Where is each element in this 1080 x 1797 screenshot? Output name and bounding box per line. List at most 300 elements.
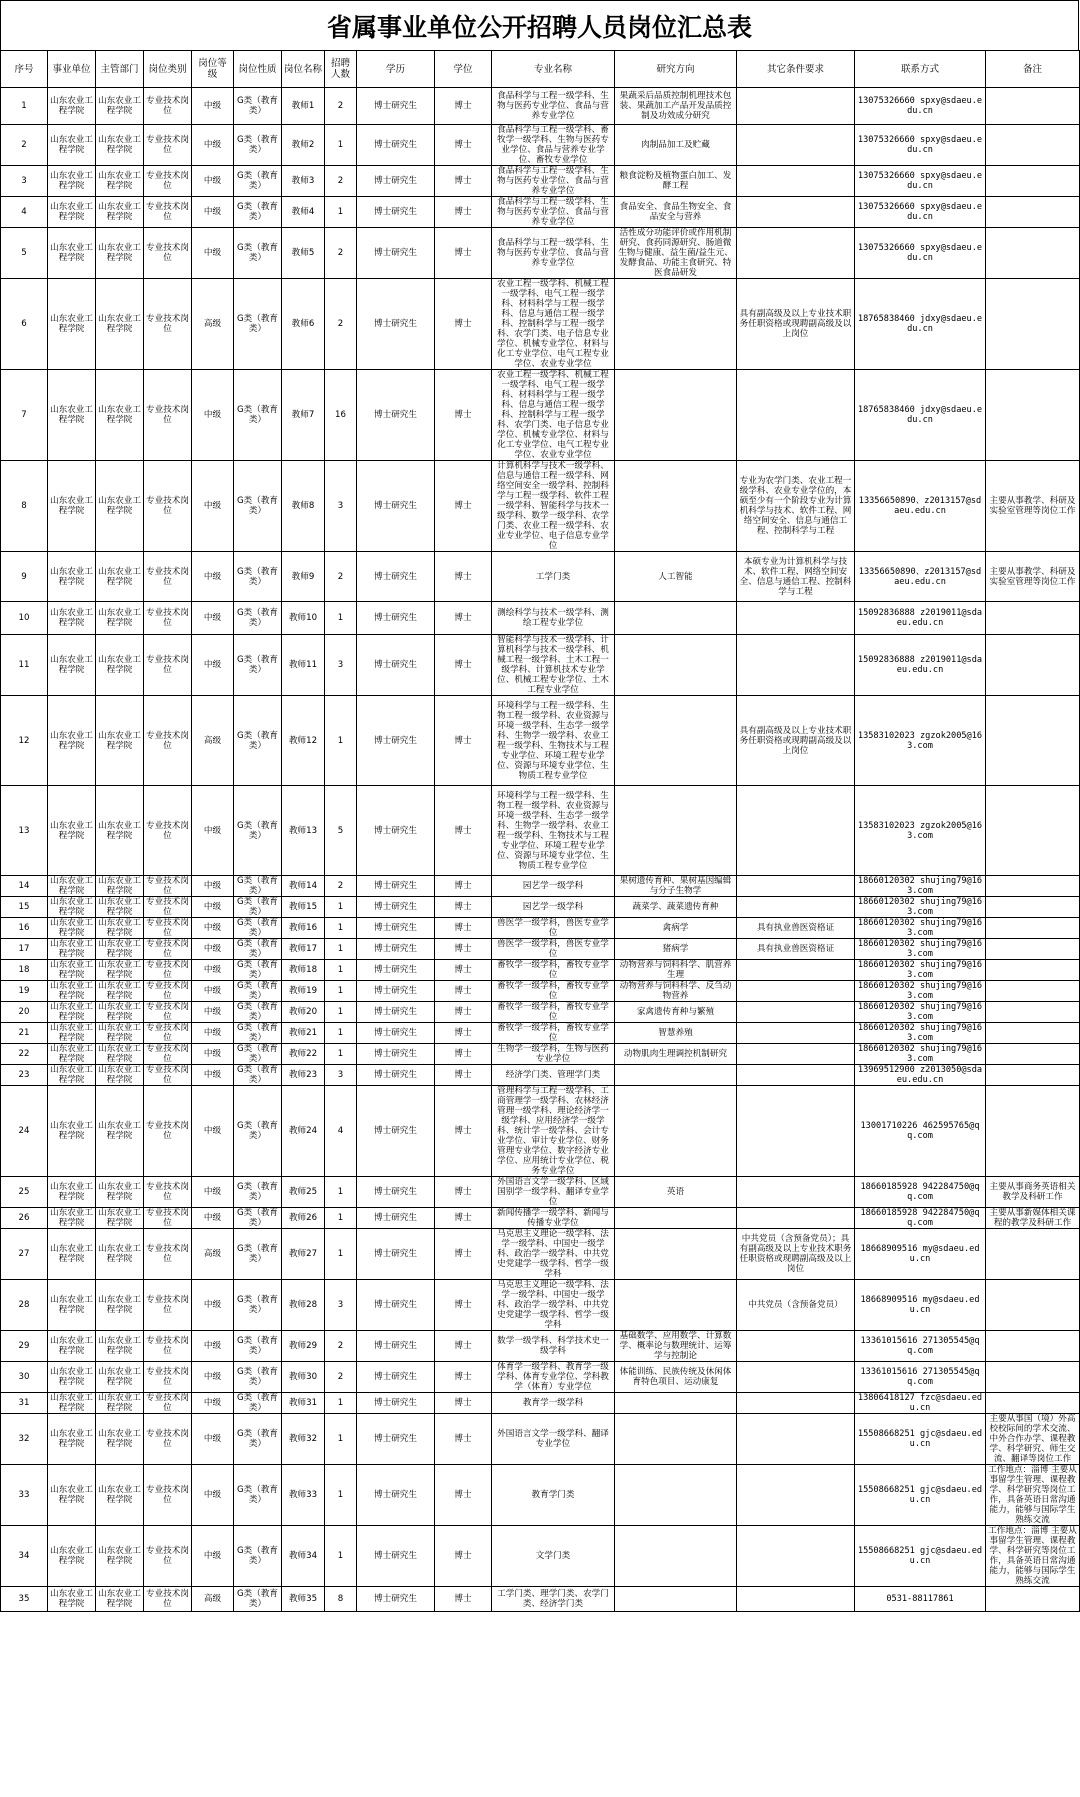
cell-contact: 18660120302 shujing79@163.com <box>855 1023 986 1044</box>
cell-other-requirements <box>737 1414 855 1465</box>
cell-note <box>986 918 1080 939</box>
cell-research: 粮食淀粉及植物蛋白加工、发酵工程 <box>615 166 737 197</box>
cell-no: 26 <box>1 1208 48 1229</box>
cell-category: 专业技术岗位 <box>144 552 192 602</box>
cell-dept: 山东农业工程学院 <box>96 125 144 166</box>
cell-unit: 山东农业工程学院 <box>48 981 96 1002</box>
cell-research: 动物营养与饲料科学、肌营养生理 <box>615 960 737 981</box>
cell-major: 智能科学与技术一级学科、计算机科学与技术一级学科、机械工程一级学科、土木工程一级学科、计算机技术专业学位、机械工程专业学位、土木工程专业学位 <box>492 635 615 696</box>
cell-major: 新闻传播学一级学科、新闻与传播专业学位 <box>492 1208 615 1229</box>
cell-unit: 山东农业工程学院 <box>48 1023 96 1044</box>
cell-degree: 博士 <box>435 1086 492 1177</box>
cell-major: 畜牧学一级学科，畜牧专业学位 <box>492 981 615 1002</box>
cell-education: 博士研究生 <box>357 1002 435 1023</box>
cell-level: 中级 <box>192 635 234 696</box>
cell-count: 4 <box>325 1086 357 1177</box>
table-row <box>1 696 1080 786</box>
cell-post: 教师32 <box>282 1414 325 1465</box>
cell-unit: 山东农业工程学院 <box>48 1362 96 1393</box>
cell-note <box>986 602 1080 635</box>
cell-dept: 山东农业工程学院 <box>96 897 144 918</box>
cell-note <box>986 635 1080 696</box>
cell-degree: 博士 <box>435 1044 492 1065</box>
cell-count: 2 <box>325 279 357 370</box>
cell-degree: 博士 <box>435 897 492 918</box>
cell-category: 专业技术岗位 <box>144 602 192 635</box>
header-cell: 岗位类别 <box>144 51 192 88</box>
cell-research: 动物肌肉生理调控机制研究 <box>615 1044 737 1065</box>
cell-no: 14 <box>1 876 48 897</box>
cell-education: 博士研究生 <box>357 1526 435 1587</box>
cell-nature: G类（教育类） <box>234 897 282 918</box>
cell-nature: G类（教育类） <box>234 939 282 960</box>
cell-post: 教师4 <box>282 197 325 228</box>
cell-other-requirements: 本硕专业为计算机科学与技术、软件工程、网络空间安全、信息与通信工程、控制科学与工程 <box>737 552 855 602</box>
cell-category: 专业技术岗位 <box>144 279 192 370</box>
cell-nature: G类（教育类） <box>234 552 282 602</box>
cell-count: 1 <box>325 1526 357 1587</box>
cell-education: 博士研究生 <box>357 1086 435 1177</box>
cell-education: 博士研究生 <box>357 461 435 552</box>
cell-unit: 山东农业工程学院 <box>48 1465 96 1526</box>
cell-no: 4 <box>1 197 48 228</box>
cell-note <box>986 1362 1080 1393</box>
cell-unit: 山东农业工程学院 <box>48 1002 96 1023</box>
cell-contact: 18660120302 shujing79@163.com <box>855 960 986 981</box>
cell-nature: G类（教育类） <box>234 461 282 552</box>
cell-unit: 山东农业工程学院 <box>48 552 96 602</box>
cell-education: 博士研究生 <box>357 1023 435 1044</box>
cell-nature: G类（教育类） <box>234 1177 282 1208</box>
table-row <box>1 125 1080 166</box>
table-row <box>1 1587 1080 1612</box>
cell-contact: 13075326660 spxy@sdaeu.edu.cn <box>855 125 986 166</box>
cell-degree: 博士 <box>435 1331 492 1362</box>
cell-no: 6 <box>1 279 48 370</box>
cell-research: 果树遗传育种、果树基因编辑与分子生物学 <box>615 876 737 897</box>
cell-count: 2 <box>325 1331 357 1362</box>
table-row <box>1 1393 1080 1414</box>
cell-dept: 山东农业工程学院 <box>96 1002 144 1023</box>
cell-unit: 山东农业工程学院 <box>48 1587 96 1612</box>
table-row <box>1 786 1080 876</box>
table-row <box>1 1065 1080 1086</box>
cell-post: 教师2 <box>282 125 325 166</box>
cell-post: 教师9 <box>282 552 325 602</box>
cell-level: 高级 <box>192 696 234 786</box>
cell-level: 中级 <box>192 876 234 897</box>
header-cell: 专业名称 <box>492 51 615 88</box>
cell-post: 教师16 <box>282 918 325 939</box>
cell-count: 3 <box>325 1065 357 1086</box>
cell-contact: 18660185928 942284750@qq.com <box>855 1208 986 1229</box>
table-row <box>1 279 1080 370</box>
cell-level: 中级 <box>192 552 234 602</box>
header-cell: 主管部门 <box>96 51 144 88</box>
table-title: 省属事业单位公开招聘人员岗位汇总表 <box>0 0 1079 50</box>
cell-degree: 博士 <box>435 552 492 602</box>
cell-unit: 山东农业工程学院 <box>48 1526 96 1587</box>
cell-dept: 山东农业工程学院 <box>96 228 144 279</box>
cell-nature: G类（教育类） <box>234 1587 282 1612</box>
cell-major: 生物学一级学科，生物与医药专业学位 <box>492 1044 615 1065</box>
cell-unit: 山东农业工程学院 <box>48 88 96 125</box>
table-row <box>1 166 1080 197</box>
cell-contact: 13001710226 462595765@qq.com <box>855 1086 986 1177</box>
cell-level: 中级 <box>192 88 234 125</box>
table-row <box>1 1023 1080 1044</box>
cell-contact: 13583102023 zgzok2005@163.com <box>855 696 986 786</box>
cell-no: 5 <box>1 228 48 279</box>
cell-other-requirements <box>737 197 855 228</box>
cell-nature: G类（教育类） <box>234 696 282 786</box>
cell-level: 中级 <box>192 197 234 228</box>
cell-category: 专业技术岗位 <box>144 1393 192 1414</box>
cell-note <box>986 897 1080 918</box>
cell-unit: 山东农业工程学院 <box>48 696 96 786</box>
cell-contact: 15092836888 z2019011@sdaeu.edu.cn <box>855 635 986 696</box>
cell-no: 31 <box>1 1393 48 1414</box>
cell-research: 人工智能 <box>615 552 737 602</box>
cell-count: 1 <box>325 1002 357 1023</box>
cell-research <box>615 1587 737 1612</box>
cell-research <box>615 461 737 552</box>
cell-nature: G类（教育类） <box>234 918 282 939</box>
table-row <box>1 918 1080 939</box>
cell-note: 主要从事教学、科研及实验室管理等岗位工作 <box>986 461 1080 552</box>
positions-table <box>0 50 1080 1612</box>
cell-unit: 山东农业工程学院 <box>48 960 96 981</box>
cell-unit: 山东农业工程学院 <box>48 876 96 897</box>
cell-dept: 山东农业工程学院 <box>96 981 144 1002</box>
cell-degree: 博士 <box>435 1023 492 1044</box>
cell-dept: 山东农业工程学院 <box>96 88 144 125</box>
table-row <box>1 876 1080 897</box>
cell-count: 1 <box>325 981 357 1002</box>
cell-category: 专业技术岗位 <box>144 1208 192 1229</box>
cell-research: 蔬菜学、蔬菜遗传育种 <box>615 897 737 918</box>
cell-no: 11 <box>1 635 48 696</box>
cell-category: 专业技术岗位 <box>144 1044 192 1065</box>
cell-post: 教师34 <box>282 1526 325 1587</box>
cell-other-requirements <box>737 786 855 876</box>
cell-level: 中级 <box>192 1002 234 1023</box>
cell-post: 教师12 <box>282 696 325 786</box>
cell-post: 教师33 <box>282 1465 325 1526</box>
cell-major: 外国语言文学一级学科、翻译专业学位 <box>492 1414 615 1465</box>
cell-dept: 山东农业工程学院 <box>96 1023 144 1044</box>
cell-dept: 山东农业工程学院 <box>96 1065 144 1086</box>
cell-degree: 博士 <box>435 1414 492 1465</box>
cell-degree: 博士 <box>435 88 492 125</box>
cell-major: 工学门类、理学门类、农学门类、经济学门类 <box>492 1587 615 1612</box>
cell-nature: G类（教育类） <box>234 166 282 197</box>
cell-note <box>986 1587 1080 1612</box>
cell-degree: 博士 <box>435 981 492 1002</box>
cell-nature: G类（教育类） <box>234 1331 282 1362</box>
cell-other-requirements <box>737 897 855 918</box>
cell-unit: 山东农业工程学院 <box>48 786 96 876</box>
cell-level: 中级 <box>192 786 234 876</box>
cell-count: 8 <box>325 1587 357 1612</box>
cell-research: 禽病学 <box>615 918 737 939</box>
cell-research <box>615 1086 737 1177</box>
cell-no: 28 <box>1 1280 48 1331</box>
cell-level: 中级 <box>192 1065 234 1086</box>
cell-note: 主要从事新媒体相关课程的教学及科研工作 <box>986 1208 1080 1229</box>
cell-level: 中级 <box>192 166 234 197</box>
header-cell: 联系方式 <box>855 51 986 88</box>
cell-category: 专业技术岗位 <box>144 1465 192 1526</box>
cell-no: 30 <box>1 1362 48 1393</box>
cell-research: 肉制品加工及贮藏 <box>615 125 737 166</box>
cell-research: 果蔬采后品质控制机理技术包装、果蔬加工产品开发品质控制及功效成分研究 <box>615 88 737 125</box>
cell-no: 9 <box>1 552 48 602</box>
cell-no: 35 <box>1 1587 48 1612</box>
cell-count: 3 <box>325 1280 357 1331</box>
cell-education: 博士研究生 <box>357 960 435 981</box>
cell-note: 工作地点：淄博 主要从事留学生管理、课程教学、科学研究等岗位工作，具备英语日常沟通能力，能够与国际学生熟练交流 <box>986 1465 1080 1526</box>
table-row <box>1 1229 1080 1280</box>
cell-research <box>615 1526 737 1587</box>
cell-category: 专业技术岗位 <box>144 918 192 939</box>
cell-post: 教师3 <box>282 166 325 197</box>
cell-education: 博士研究生 <box>357 125 435 166</box>
cell-degree: 博士 <box>435 602 492 635</box>
cell-category: 专业技术岗位 <box>144 876 192 897</box>
cell-major: 食品科学与工程一级学科、畜牧学一级学科、生物与医药专业学位、食品与营养专业学位、畜牧专业学位 <box>492 125 615 166</box>
cell-other-requirements <box>737 981 855 1002</box>
cell-research <box>615 602 737 635</box>
header-cell: 岗位名称 <box>282 51 325 88</box>
cell-other-requirements <box>737 1587 855 1612</box>
cell-category: 专业技术岗位 <box>144 635 192 696</box>
cell-contact: 18660120302 shujing79@163.com <box>855 876 986 897</box>
cell-dept: 山东农业工程学院 <box>96 552 144 602</box>
cell-category: 专业技术岗位 <box>144 125 192 166</box>
cell-nature: G类（教育类） <box>234 981 282 1002</box>
cell-major: 畜牧学一级学科，畜牧专业学位 <box>492 1002 615 1023</box>
cell-post: 教师25 <box>282 1177 325 1208</box>
cell-unit: 山东农业工程学院 <box>48 279 96 370</box>
cell-category: 专业技术岗位 <box>144 166 192 197</box>
cell-contact: 13075326660 spxy@sdaeu.edu.cn <box>855 197 986 228</box>
cell-other-requirements <box>737 1208 855 1229</box>
cell-research <box>615 279 737 370</box>
cell-nature: G类（教育类） <box>234 1465 282 1526</box>
cell-unit: 山东农业工程学院 <box>48 918 96 939</box>
cell-other-requirements <box>737 602 855 635</box>
cell-dept: 山东农业工程学院 <box>96 1044 144 1065</box>
cell-no: 33 <box>1 1465 48 1526</box>
cell-post: 教师28 <box>282 1280 325 1331</box>
cell-dept: 山东农业工程学院 <box>96 1465 144 1526</box>
cell-category: 专业技术岗位 <box>144 696 192 786</box>
cell-other-requirements: 具有执业兽医资格证 <box>737 939 855 960</box>
cell-research <box>615 1208 737 1229</box>
cell-level: 中级 <box>192 602 234 635</box>
cell-research: 猪病学 <box>615 939 737 960</box>
cell-nature: G类（教育类） <box>234 228 282 279</box>
cell-no: 8 <box>1 461 48 552</box>
cell-level: 中级 <box>192 1023 234 1044</box>
cell-other-requirements: 专业为农学门类、农业工程一级学科、农业专业学位的，本硕至少有一个阶段专业为计算机科学与技术、软件工程、网络空间安全、信息与通信工程、控制科学与工程 <box>737 461 855 552</box>
table-row <box>1 635 1080 696</box>
header-cell: 备注 <box>986 51 1080 88</box>
cell-level: 高级 <box>192 279 234 370</box>
cell-note <box>986 1393 1080 1414</box>
cell-degree: 博士 <box>435 1465 492 1526</box>
cell-contact: 13583102023 zgzok2005@163.com <box>855 786 986 876</box>
cell-count: 2 <box>325 166 357 197</box>
cell-degree: 博士 <box>435 696 492 786</box>
cell-dept: 山东农业工程学院 <box>96 1177 144 1208</box>
cell-dept: 山东农业工程学院 <box>96 602 144 635</box>
cell-nature: G类（教育类） <box>234 1362 282 1393</box>
cell-degree: 博士 <box>435 1362 492 1393</box>
cell-dept: 山东农业工程学院 <box>96 1229 144 1280</box>
cell-post: 教师31 <box>282 1393 325 1414</box>
cell-unit: 山东农业工程学院 <box>48 1280 96 1331</box>
cell-no: 15 <box>1 897 48 918</box>
header-cell: 学位 <box>435 51 492 88</box>
cell-major: 外国语言文学一级学科、区域国别学一级学科、翻译专业学位 <box>492 1177 615 1208</box>
cell-contact: 13969512900 z2013050@sdaeu.edu.cn <box>855 1065 986 1086</box>
table-row <box>1 1086 1080 1177</box>
cell-count: 1 <box>325 918 357 939</box>
cell-category: 专业技术岗位 <box>144 1414 192 1465</box>
cell-count: 1 <box>325 897 357 918</box>
cell-category: 专业技术岗位 <box>144 88 192 125</box>
cell-category: 专业技术岗位 <box>144 1526 192 1587</box>
table-row <box>1 1465 1080 1526</box>
cell-level: 中级 <box>192 1044 234 1065</box>
cell-level: 中级 <box>192 1465 234 1526</box>
cell-level: 中级 <box>192 1177 234 1208</box>
cell-note <box>986 125 1080 166</box>
cell-contact: 18660120302 shujing79@163.com <box>855 939 986 960</box>
cell-no: 3 <box>1 166 48 197</box>
cell-unit: 山东农业工程学院 <box>48 1331 96 1362</box>
table-row <box>1 1208 1080 1229</box>
table-row <box>1 939 1080 960</box>
cell-contact: 18765838460 jdxy@sdaeu.edu.cn <box>855 279 986 370</box>
cell-degree: 博士 <box>435 228 492 279</box>
cell-note <box>986 1065 1080 1086</box>
cell-no: 2 <box>1 125 48 166</box>
cell-education: 博士研究生 <box>357 1065 435 1086</box>
cell-research <box>615 1465 737 1526</box>
cell-contact: 18668909516 my@sdaeu.edu.cn <box>855 1229 986 1280</box>
table-row <box>1 1526 1080 1587</box>
cell-education: 博士研究生 <box>357 786 435 876</box>
cell-degree: 博士 <box>435 1065 492 1086</box>
cell-major: 体育学一级学科、教育学一级学科、体育专业学位、学科教学（体育）专业学位 <box>492 1362 615 1393</box>
cell-level: 中级 <box>192 981 234 1002</box>
cell-degree: 博士 <box>435 635 492 696</box>
header-cell: 岗位等级 <box>192 51 234 88</box>
cell-category: 专业技术岗位 <box>144 1086 192 1177</box>
cell-post: 教师21 <box>282 1023 325 1044</box>
cell-degree: 博士 <box>435 370 492 461</box>
cell-level: 中级 <box>192 125 234 166</box>
cell-note <box>986 786 1080 876</box>
cell-dept: 山东农业工程学院 <box>96 1280 144 1331</box>
cell-major: 园艺学一级学科 <box>492 876 615 897</box>
cell-other-requirements: 中共党员（含预备党员）；具有副高级及以上专业技术职务任职资格或现聘副高级及以上岗位 <box>737 1229 855 1280</box>
cell-count: 1 <box>325 1414 357 1465</box>
cell-level: 中级 <box>192 1362 234 1393</box>
cell-nature: G类（教育类） <box>234 1208 282 1229</box>
cell-education: 博士研究生 <box>357 88 435 125</box>
cell-no: 19 <box>1 981 48 1002</box>
cell-other-requirements <box>737 1465 855 1526</box>
cell-dept: 山东农业工程学院 <box>96 918 144 939</box>
cell-dept: 山东农业工程学院 <box>96 1086 144 1177</box>
table-row <box>1 552 1080 602</box>
cell-level: 中级 <box>192 370 234 461</box>
cell-unit: 山东农业工程学院 <box>48 197 96 228</box>
cell-count: 1 <box>325 125 357 166</box>
cell-dept: 山东农业工程学院 <box>96 279 144 370</box>
cell-count: 1 <box>325 1208 357 1229</box>
header-cell: 招聘人数 <box>325 51 357 88</box>
cell-category: 专业技术岗位 <box>144 1023 192 1044</box>
cell-contact: 15508668251 gjc@sdaeu.edu.cn <box>855 1526 986 1587</box>
cell-unit: 山东农业工程学院 <box>48 166 96 197</box>
cell-no: 17 <box>1 939 48 960</box>
cell-other-requirements <box>737 1393 855 1414</box>
cell-major: 兽医学一级学科，兽医专业学位 <box>492 918 615 939</box>
cell-category: 专业技术岗位 <box>144 1065 192 1086</box>
cell-education: 博士研究生 <box>357 602 435 635</box>
cell-nature: G类（教育类） <box>234 786 282 876</box>
cell-nature: G类（教育类） <box>234 1229 282 1280</box>
cell-major: 文学门类 <box>492 1526 615 1587</box>
cell-contact: 18660120302 shujing79@163.com <box>855 897 986 918</box>
cell-no: 1 <box>1 88 48 125</box>
cell-research <box>615 786 737 876</box>
cell-note <box>986 1280 1080 1331</box>
cell-category: 专业技术岗位 <box>144 939 192 960</box>
cell-unit: 山东农业工程学院 <box>48 1044 96 1065</box>
cell-post: 教师18 <box>282 960 325 981</box>
cell-degree: 博士 <box>435 1280 492 1331</box>
cell-degree: 博士 <box>435 1229 492 1280</box>
table-row <box>1 981 1080 1002</box>
cell-education: 博士研究生 <box>357 939 435 960</box>
cell-research: 动物营养与饲料科学、反刍动物营养 <box>615 981 737 1002</box>
cell-count: 2 <box>325 1362 357 1393</box>
cell-nature: G类（教育类） <box>234 1023 282 1044</box>
cell-major: 兽医学一级学科，兽医专业学位 <box>492 939 615 960</box>
header-cell: 事业单位 <box>48 51 96 88</box>
cell-unit: 山东农业工程学院 <box>48 125 96 166</box>
cell-contact: 0531-88117861 <box>855 1587 986 1612</box>
cell-post: 教师22 <box>282 1044 325 1065</box>
cell-dept: 山东农业工程学院 <box>96 166 144 197</box>
cell-research <box>615 1393 737 1414</box>
cell-major: 马克思主义理论一级学科、法学一级学科、中国史一级学科、政治学一级学科、中共党史党建学一级学科、哲学一级学科 <box>492 1280 615 1331</box>
cell-count: 1 <box>325 1229 357 1280</box>
cell-category: 专业技术岗位 <box>144 461 192 552</box>
cell-note <box>986 981 1080 1002</box>
cell-research <box>615 1229 737 1280</box>
cell-degree: 博士 <box>435 1208 492 1229</box>
cell-post: 教师24 <box>282 1086 325 1177</box>
cell-major: 测绘科学与技术一级学科、测绘工程专业学位 <box>492 602 615 635</box>
cell-level: 中级 <box>192 461 234 552</box>
